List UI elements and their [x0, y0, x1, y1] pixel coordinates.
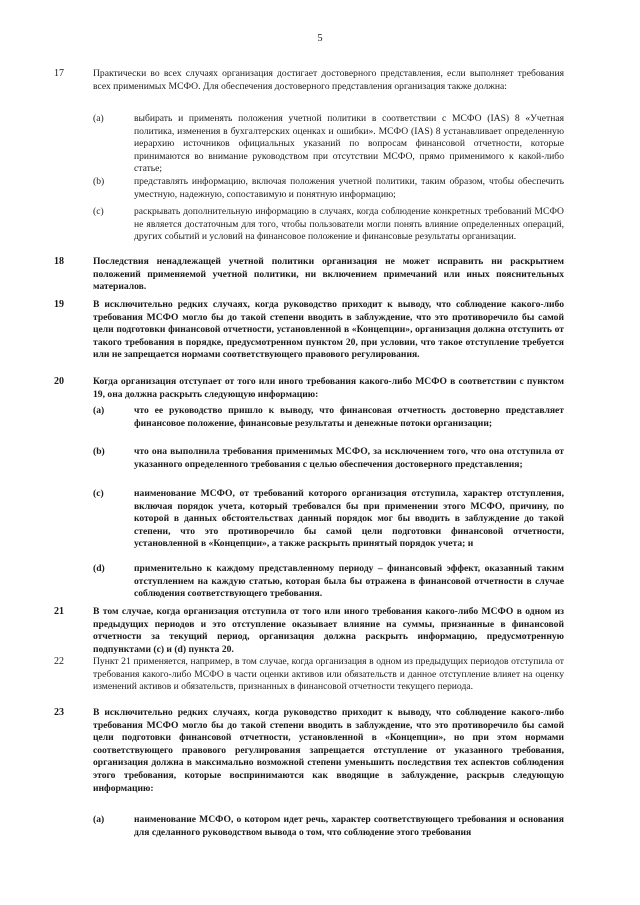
subitem-text: представлять информацию, включая положения учетной политики, таким образом, чтобы обеспечить уместную, надежную, сопоставимую и понятную информацию;: [134, 176, 564, 200]
subitem-text: выбирать и применять положения учетной политики в соответствии с МСФО (IAS) 8 «Учетная политика, изменения в бухгалтерских оценках и ошибки». МСФО (IAS) 8 устанавливает определенную иерархию источников официальных указаний по вопросам финансовой отчетности, которые принимаются во внимание руководством при отсутствии МСФО, прямо применимого к какой-либо статье;: [134, 113, 564, 175]
subitem-text: наименование МСФО, о котором идет речь, характер соответствующего требования и основания для сделанного руководством вывода о том, что соблюдение этого требования: [134, 814, 564, 838]
paragraph-text: Пункт 21 применяется, например, в том случае, когда организация в одном из предыдущих периодов отступила от требования какого-либо МСФО в части оценки активов или обязательств и данное отступление влияет на оценку изменений активов и обязательств, признанных в финансовой отчетности текущего периода.: [93, 656, 564, 693]
paragraph-number: 18: [54, 256, 64, 267]
paragraph-text: В исключительно редких случаях, когда руководство приходит к выводу, что соблюдение какого-либо требования МСФО могло бы до такой степени вводить в заблуждение, что это противоречило бы самой цели подготовки финансовой отчетности, установленной в «Концепции», но при этом нормами соответствующего правового регулирования запрещается отступление от указанного требования, организация должна в максимально возможной степени уменьшить последствия тех аспектов соблюдения этого требования, которые воспринимаются как вводящие в заблуждение, раскрыв следующую информацию:: [93, 707, 564, 794]
paragraph-text: В том случае, когда организация отступила от того или иного требования какого-либо МСФО в одном из предыдущих периодов и это отступление оказывает влияние на суммы, признанные в финансовой отчетности за текущий период, организация должна раскрыть информацию, предусмотренную подпунктами (c) и (d) пункта 20.: [93, 606, 564, 655]
subitem-label: (a): [93, 113, 104, 124]
paragraph-number: 23: [54, 707, 64, 718]
subitem-text: что она выполнила требования применимых МСФО, за исключением того, что она отступила от указанного определенного требования с целью обеспечения достоверного представления;: [134, 446, 564, 470]
subitem-text: раскрывать дополнительную информацию в случаях, когда соблюдение конкретных требований МСФО не является достаточным для того, чтобы пользователи могли понять влияние определенных операций, других событий и условий на финансовое положение и финансовые результаты организации.: [134, 206, 564, 243]
subitem-label: (a): [93, 405, 105, 416]
paragraph-text: В исключительно редких случаях, когда руководство приходит к выводу, что соблюдение какого-либо требования МСФО могло бы до такой степени вводить в заблуждение, что это противоречило бы самой цели подготовки финансовой отчетности, установленной в «Концепции», организация должна отступить от такого требования в порядке, предусмотренном пунктом 20, при условии, что такое отступление требуется или не запрещается нормами соответствующего правового регулирования.: [93, 299, 564, 361]
paragraph-number: 19: [54, 299, 64, 310]
paragraph-number: 20: [54, 376, 64, 387]
subitem-label: (b): [93, 176, 105, 187]
paragraph-number: 22: [54, 656, 64, 667]
paragraph-text: Когда организация отступает от того или иного требования какого-либо МСФО в соответствии с пунктом 19, она должна раскрыть следующую информацию:: [93, 376, 564, 400]
subitem-label: (d): [93, 563, 105, 574]
paragraph-number: 21: [54, 606, 64, 617]
page-number: 5: [317, 33, 323, 44]
subitem-label: (c): [93, 488, 104, 499]
paragraph-number: 17: [54, 68, 64, 79]
subitem-text: наименование МСФО, от требований которого организация отступила, характер отступления, включая порядок учета, который требовался бы при применении этого МСФО, причину, по которой в данных обстоятельствах данный порядок мог бы вводить в заблуждение до такой степени, что это противоречило бы самой цели подготовки финансовой отчетности, установленной в «Концепции», а также раскрыть принятый порядок учета; и: [134, 488, 564, 550]
paragraph-text: Практически во всех случаях организация достигает достоверного представления, если выполняет требования всех применимых МСФО. Для обеспечения достоверного представления организация также должна:: [93, 68, 564, 92]
subitem-label: (c): [93, 206, 104, 217]
subitem-label: (a): [93, 814, 105, 825]
subitem-text: что ее руководство пришло к выводу, что финансовая отчетность достоверно представляет финансовое положение, финансовые результаты и денежные потоки организации;: [134, 405, 564, 429]
subitem-label: (b): [93, 446, 105, 457]
paragraph-text: Последствия ненадлежащей учетной политики организация не может исправить ни раскрытием положений применяемой учетной политики, ни включением примечаний или иных пояснительных материалов.: [93, 256, 564, 293]
subitem-text: применительно к каждому представленному периоду – финансовый эффект, оказанный таким отступлением на каждую статью, которая была бы отражена в финансовой отчетности в случае соблюдения соответствующего требования.: [134, 563, 564, 600]
